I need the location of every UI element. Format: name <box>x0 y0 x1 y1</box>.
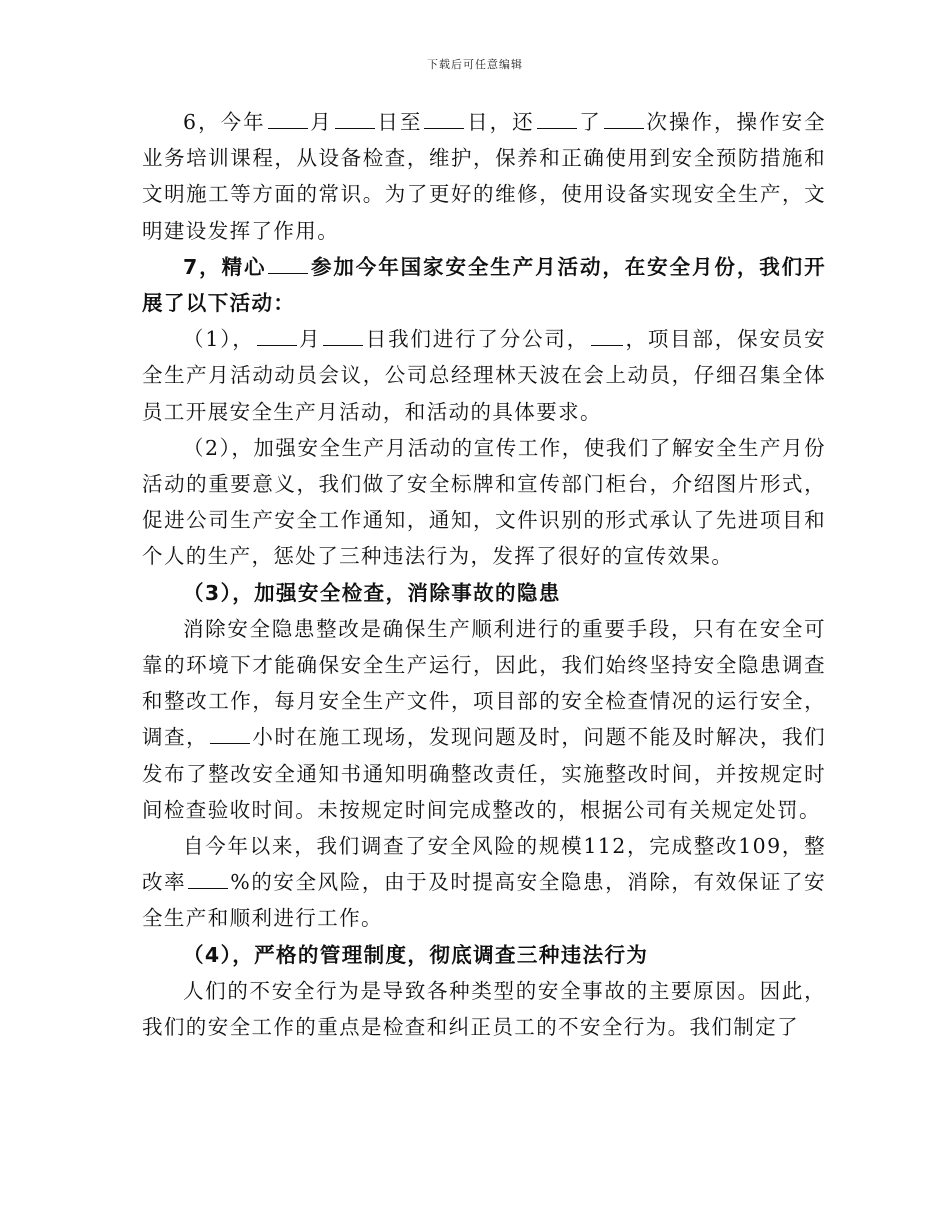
text-segment: 人们的不安全行为是导致各种类型的安全事故的主要原因。因此，我们的安全工作的重点是检查和纠正员工的不安全行为。我们制定了 <box>142 978 826 1040</box>
fill-blank <box>268 255 308 274</box>
fill-blank <box>188 870 228 889</box>
text-segment: %的安全风险，由于及时提高安全隐患，消除，有效保证了安全生产和顺利进行工作。 <box>142 870 826 931</box>
text-segment: 自今年以来，我们调查了安全风险的规模112，完成整改109，整改率 <box>142 834 826 895</box>
text-segment: （1）， <box>183 327 255 352</box>
section-heading-3 <box>142 575 826 611</box>
fill-blank <box>591 327 623 346</box>
text-segment: （3），加强安全检查，消除事故的隐患 <box>183 580 561 605</box>
fill-blank <box>604 110 644 129</box>
section-heading-4 <box>142 937 826 973</box>
paragraph-item-6 <box>142 104 826 249</box>
text-segment: 日至 <box>376 110 423 134</box>
text-segment: 次操作，操作安全业务培训课程，从设备检查，维护，保养和正确使用到安全预防措施和文明施工等方面的常识。为了更好的维修，使用设备实现安全生产，文明建设发挥了作用。 <box>142 110 827 243</box>
text-segment: 了 <box>578 110 602 134</box>
text-segment: 日我们进行了分公司， <box>365 327 590 352</box>
fill-blank <box>268 110 308 129</box>
text-segment: 6，今年 <box>183 110 266 134</box>
paragraph-management-body <box>142 973 826 1045</box>
fill-blank <box>210 725 250 744</box>
fill-blank <box>537 110 577 129</box>
document-body <box>142 104 826 1045</box>
text-segment: 月 <box>298 327 322 352</box>
text-segment: 消除安全隐患整改是确保生产顺利进行的重要手段，只有在安全可靠的环境下才能确保安全生产运行，因此，我们始终坚持安全隐患调查和整改工作，每月安全生产文件，项目部的安全检查情况的运行安全，调查， <box>142 616 826 750</box>
text-segment: 小时在施工现场，发现问题及时，问题不能及时解决，我们发布了整改安全通知书通知明确整改责任，实施整改时间，并按规定时间检查验收时间。未按规定时间完成整改的，根据公司有关规定处罚。 <box>142 725 827 822</box>
text-segment: 月 <box>309 110 333 134</box>
text-segment: （2），加强安全生产月活动的宣传工作，使我们了解安全生产月份活动的重要意义，我们做了安全标牌和宣传部门柜台，介绍图片形式，促进公司生产安全工作通知，通知，文件识别的形式承认了先进项目和个人的生产，惩处了三种违法行为，发挥了很好的宣传效果。 <box>142 435 826 569</box>
page-header: 下载后可任意编辑 <box>427 58 523 71</box>
text-segment: （4），严格的管理制度，彻底调查三种违法行为 <box>183 942 649 967</box>
text-segment: 日，还 <box>466 110 535 134</box>
paragraph-activity-1 <box>142 321 826 430</box>
paragraph-inspection-stats <box>142 828 826 937</box>
paragraph-inspection-body <box>142 611 826 828</box>
fill-blank <box>323 327 363 346</box>
paragraph-item-7-heading <box>142 249 826 321</box>
fill-blank <box>257 327 297 346</box>
text-segment: ，项目部，保安员安全生产月活动动员会议，公司总经理林天波在会上动员，仔细召集全体员工开展安全生产月活动，和活动的具体要求。 <box>142 327 826 424</box>
fill-blank <box>335 110 375 129</box>
text-segment: 参加今年国家安全生产月活动，在安全月份，我们开展了以下活动： <box>142 254 826 316</box>
paragraph-activity-2 <box>142 430 826 575</box>
fill-blank <box>424 110 464 129</box>
text-segment: 7，精心 <box>183 254 267 279</box>
